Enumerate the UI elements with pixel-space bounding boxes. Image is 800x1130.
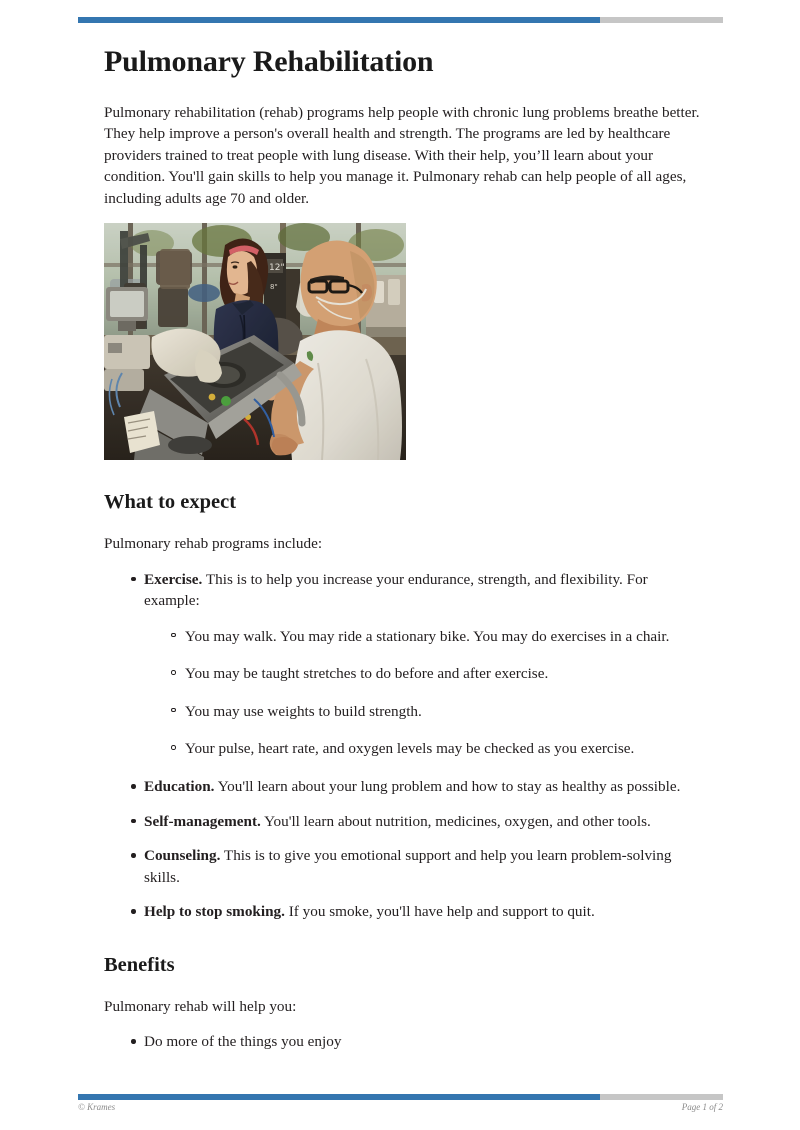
svg-text:12": 12" [269, 263, 285, 274]
list-item [104, 776, 704, 798]
list-item-label: Help to stop smoking. [144, 903, 285, 921]
bullet-disc-icon [131, 909, 136, 914]
list-item [104, 1031, 704, 1053]
what-to-expect-list [104, 569, 704, 923]
list-item [144, 626, 704, 648]
bullet-disc-icon [131, 577, 136, 582]
header-rule-gray-segment [600, 17, 723, 23]
pulmonary-rehab-photo [104, 223, 406, 460]
bullet-circle-icon [171, 633, 176, 638]
bullet-circle-icon [171, 670, 176, 675]
footer-rule [78, 1094, 723, 1100]
bullet-disc-icon [131, 853, 136, 858]
list-item-text: You may be taught stretches to do before and after exercise. [185, 665, 549, 683]
header-rule-blue-segment [78, 17, 600, 23]
list-item-text: Do more of the things you enjoy [144, 1033, 342, 1051]
list-item-text: This is to give you emotional support and help you learn problem-solving skills. [144, 847, 672, 886]
list-item [144, 663, 704, 685]
intro-paragraph: Pulmonary rehabilitation (rehab) programs help people with chronic lung problems breathe better. They help improve a person's overall health and strength. The programs are led by healthcare providers trained to treat people with lung disease. With their help, you’ll learn about your condition. You'll gain skills to help you manage it. Pulmonary rehab can help people of all ages, including adults age 70 and older. [104, 103, 700, 207]
list-item-label: Counseling. [144, 847, 221, 865]
page-title: Pulmonary Rehabilitation [104, 45, 434, 78]
benefits-list [104, 1031, 704, 1053]
list-item-text: You'll learn about nutrition, medicines, oxygen, and other tools. [260, 812, 651, 830]
list-item [104, 811, 704, 833]
document-body [104, 45, 704, 1066]
section-lead-what-to-expect: Pulmonary rehab programs include: [104, 534, 323, 552]
section-heading-what-to-expect: What to expect [104, 491, 237, 514]
list-item [104, 569, 704, 760]
bullet-disc-icon [131, 1039, 136, 1044]
list-item-label: Exercise. [144, 570, 203, 588]
footer-rule-gray-segment [600, 1094, 723, 1100]
list-item-text: You may use weights to build strength. [185, 702, 422, 720]
list-item [144, 738, 704, 760]
bullet-circle-icon [171, 708, 176, 713]
list-item-text: Your pulse, heart rate, and oxygen levels may be checked as you exercise. [185, 740, 635, 758]
header-rule [78, 17, 723, 23]
list-item [104, 901, 704, 923]
list-item-label: Education. [144, 778, 215, 796]
section-heading-benefits: Benefits [104, 953, 175, 976]
bullet-disc-icon [131, 784, 136, 789]
list-item [104, 845, 704, 888]
bullet-disc-icon [131, 819, 136, 824]
footer-copyright: © Krames [78, 1102, 116, 1112]
svg-text:8": 8" [270, 283, 278, 292]
photo-container [104, 223, 704, 460]
list-item-text: You may walk. You may ride a stationary bike. You may do exercises in a chair. [185, 627, 670, 645]
bullet-circle-icon [171, 745, 176, 750]
list-item-text: If you smoke, you'll have help and support to quit. [284, 903, 595, 921]
section-lead-benefits: Pulmonary rehab will help you: [104, 997, 297, 1015]
exercise-sublist [144, 626, 704, 760]
list-item-text: You'll learn about your lung problem and how to stay as healthy as possible. [214, 778, 681, 796]
footer-rule-blue-segment [78, 1094, 600, 1100]
list-item [144, 701, 704, 723]
list-item-text: This is to help you increase your endurance, strength, and flexibility. For example: [144, 570, 648, 610]
list-item-label: Self-management. [144, 812, 261, 830]
footer-page-info: Page 1 of 2 [681, 1102, 723, 1112]
